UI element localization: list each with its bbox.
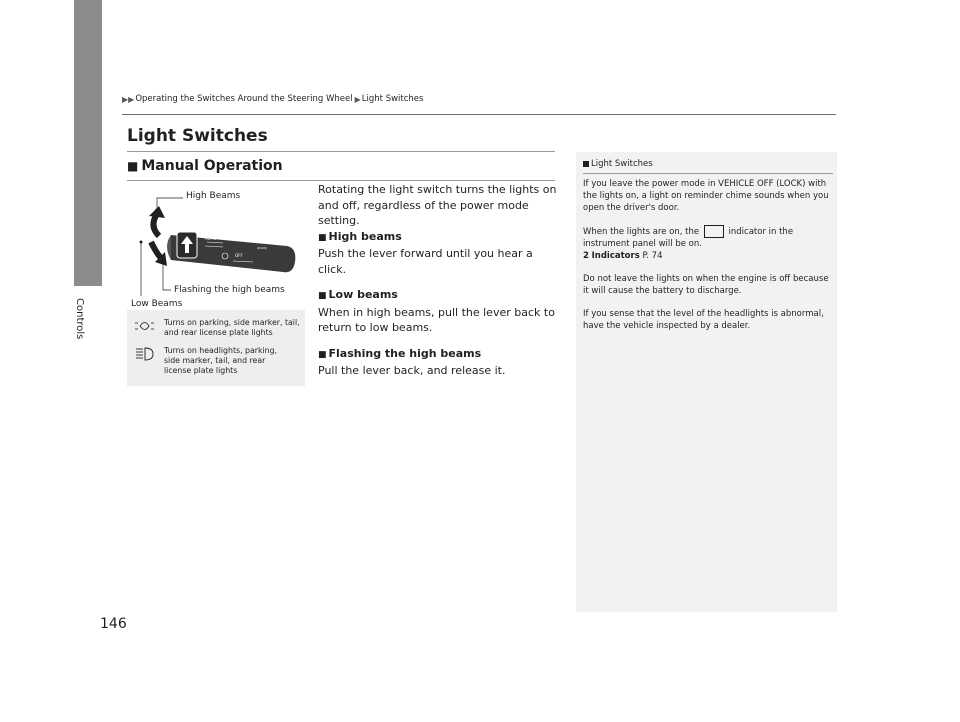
legend-headlight-text: Turns on headlights, parking, side marker, tail, and rear license plate lights: [164, 346, 278, 375]
page-number: 146: [100, 616, 127, 632]
header-rule: [122, 114, 836, 115]
page-title: Light Switches: [127, 126, 268, 146]
breadcrumb-item[interactable]: Light Switches: [361, 94, 424, 104]
note-paragraph: If you sense that the level of the headlights is abnormal, have the vehicle inspected by a dealer.: [583, 309, 824, 331]
headlight-icon: [136, 348, 153, 360]
legend-parking-text: Turns on parking, side marker, tail, and rear license plate lights: [164, 318, 300, 337]
item-heading-low-beams: ■ Low beams: [318, 288, 398, 301]
section-rule: [127, 180, 555, 181]
breadcrumb-arrow-icon: ▶▶: [122, 94, 135, 104]
notes-rule: [583, 173, 833, 174]
note-marker-icon: [583, 161, 589, 167]
section-title: Manual Operation: [141, 158, 283, 174]
notes-heading: Light Switches: [583, 158, 833, 170]
lever-auto-label: AUTO: [205, 236, 217, 241]
item-text-flashing: Pull the lever back, and release it.: [318, 364, 506, 377]
chapter-tab: [74, 0, 102, 286]
breadcrumb-arrow-icon: ▶: [354, 94, 361, 104]
note-paragraph: If you leave the power mode in VEHICLE OFF (LOCK) with the lights on, a light on reminder chime sounds when you open the driver's door.: [583, 179, 829, 213]
body-text: [318, 182, 558, 379]
title-rule: [127, 151, 555, 152]
section-marker: ■: [127, 159, 139, 173]
item-text-high-beams: Push the lever forward until you hear a click.: [318, 247, 533, 276]
low-beams-label: Low Beams: [131, 299, 183, 309]
section-heading: [127, 158, 283, 174]
item-text-low-beams: When in high beams, pull the lever back to return to low beams.: [318, 305, 555, 334]
high-beams-label: High Beams: [186, 191, 241, 201]
note-paragraph: Do not leave the lights on when the engine is off because it will cause the battery to discharge.: [583, 274, 829, 296]
chapter-label: Controls: [74, 298, 85, 340]
parking-light-icon: [135, 323, 154, 330]
parking-symbol-icon: ⇦⇨: [257, 245, 268, 252]
intro-paragraph: Rotating the light switch turns the lights on and off, regardless of the power mode setting.: [318, 183, 557, 227]
flashing-label: Flashing the high beams: [174, 285, 285, 295]
lights-on-indicator-icon: [704, 225, 724, 238]
breadcrumb-item[interactable]: Operating the Switches Around the Steering Wheel: [135, 94, 353, 104]
item-heading-flashing: ■ Flashing the high beams: [318, 346, 482, 360]
item-heading-high-beams: ■ High beams: [318, 229, 402, 243]
indicators-reference[interactable]: 2 Indicators P. 74: [583, 251, 663, 261]
notes-content: [583, 158, 833, 332]
breadcrumb: [122, 94, 423, 104]
note-paragraph: When the lights are on, the indicator in the instrument panel will be on.: [583, 227, 794, 249]
lever-off-label: OFF: [235, 253, 243, 258]
